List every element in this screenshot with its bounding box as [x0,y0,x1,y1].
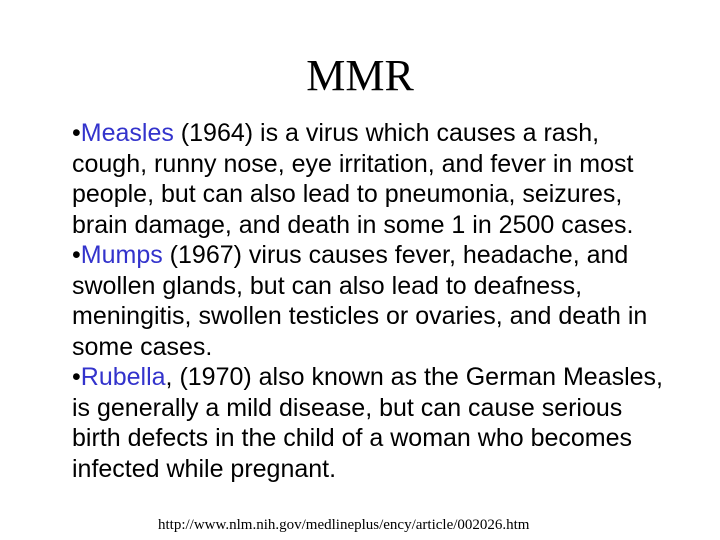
bullet-text-mumps: (1967) virus causes fever, headache, and swollen glands, but can also lead to deafness, meningitis, swollen testicles or ovaries, and death in some cases. [72,241,648,361]
bullet-rubella [72,362,672,484]
term-rubella: Rubella [80,363,166,391]
bullet-measles [72,118,672,240]
bullet-mumps [72,240,672,362]
bullet-marker: • [72,363,81,391]
bullet-text-measles: (1964) is a virus which causes a rash, cough, runny nose, eye irritation, and fever in most people, but can also lead to pneumonia, seizures, brain damage, and death in some 1 in 2500 cases. [72,119,634,239]
slide-title: MMR [306,51,414,100]
term-mumps: Mumps [80,241,163,269]
bullet-marker: • [72,119,81,147]
source-url: http://www.nlm.nih.gov/medlineplus/ency/article/002026.htm [158,517,530,533]
bullet-marker: • [72,241,81,269]
bullet-text-rubella: , (1970) also known as the German Measles, is generally a mild disease, but can cause serious birth defects in the child of a woman who becomes infected while pregnant. [72,363,664,483]
bullet-list [72,118,672,484]
term-measles: Measles [80,119,174,147]
